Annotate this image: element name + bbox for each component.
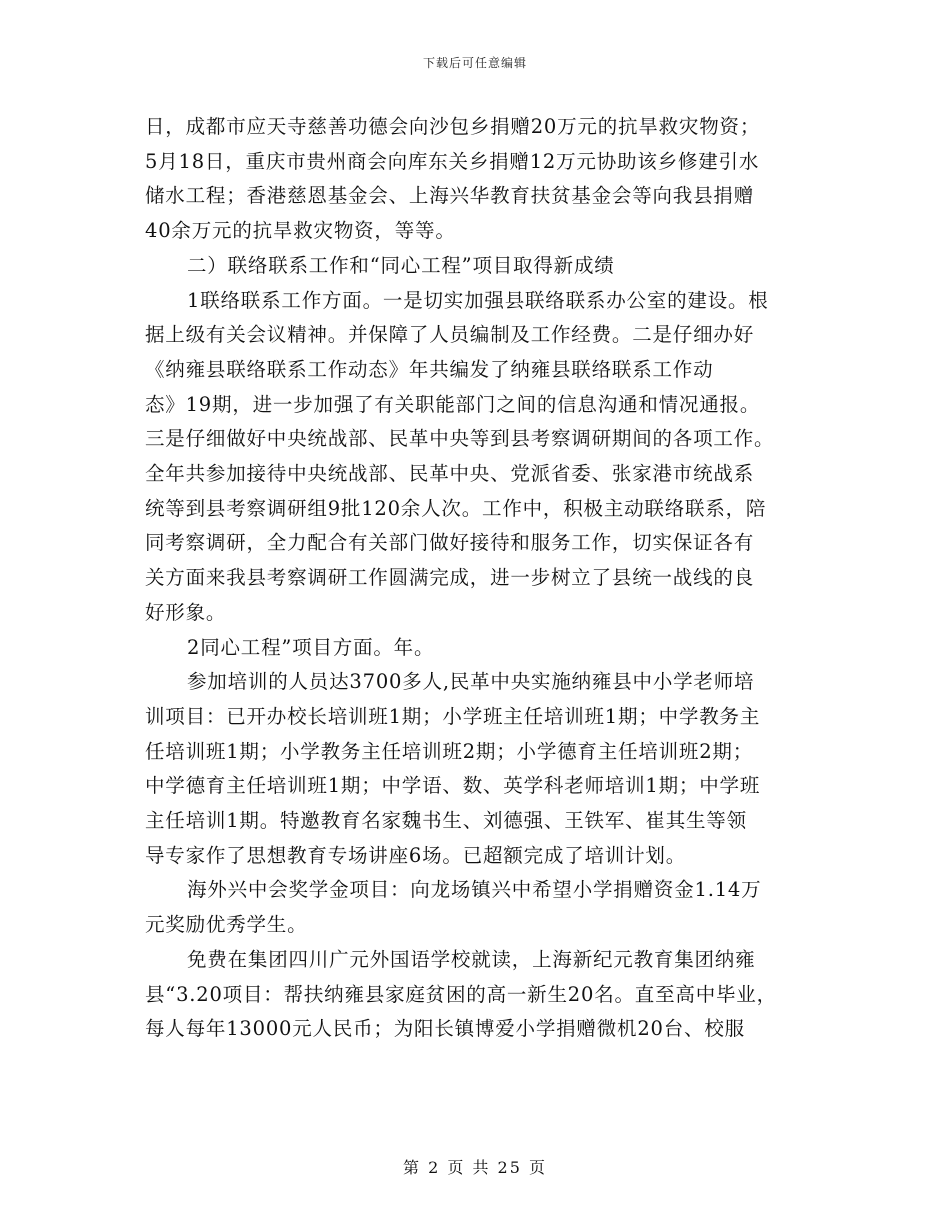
text-line: 日，成都市应天寺慈善功德会向沙包乡捐赠20万元的抗旱救灾物资； [145,115,761,138]
paragraph-start-line: 海外兴中会奖学金项目：向龙场镇兴中希望小学捐赠资金1.14万 [187,878,762,902]
text-line: 态》19期，进一步加强了有关职能部门之间的信息沟通和情况通报。 [145,392,761,416]
page-header: 下载后可任意编辑 [422,56,527,70]
text-line: 5月18日，重庆市贵州商会向库东关乡捐赠12万元协助该乡修建引水 [145,149,760,173]
text-line: 三是仔细做好中央统战部、民革中央等到县考察调研期间的各项工作。 [145,427,775,451]
text-line: 任培训班1期；小学教务主任培训班2期；小学德育主任培训班2期； [145,739,754,763]
text-line: 关方面来我县考察调研工作圆满完成，进一步树立了县统一战线的良 [145,566,755,590]
text-line: 统等到县考察调研组9批120余人次。工作中，积极主动联络联系，陪 [145,496,767,520]
text-line: 训项目：已开办校长培训班1期；小学班主任培训班1期；中学教务主 [145,704,761,728]
text-line: 《纳雍县联络联系工作动态》年共编发了纳雍县联络联系工作动 [145,357,714,381]
paragraph-start-line: 参加培训的人员达3700多人,民革中央实施纳雍县中小学老师培 [187,670,755,694]
text-line: 同考察调研，全力配合有关部门做好接待和服务工作，切实保证各有 [145,531,755,555]
page-footer: 第 2 页 共 25 页 [403,1158,547,1177]
text-line: 主任培训1期。特邀教育名家魏书生、刘德强、王铁军、崔其生等领 [145,809,747,833]
paragraph-start-line: 1联络联系工作方面。一是切实加强县联络联系办公室的建设。根 [187,288,769,312]
document-body [145,110,825,1047]
text-line: 40余万元的抗旱救灾物资，等等。 [145,219,456,243]
text-line: 县“3.20项目：帮扶纳雍县家庭贫困的高一新生20名。直至高中毕业， [145,982,777,1006]
text-line: 据上级有关会议精神。并保障了人员编制及工作经费。二是仔细办好 [145,323,755,347]
text-line: 储水工程；香港慈恩基金会、上海兴华教育扶贫基金会等向我县捐赠 [145,184,755,208]
text-line: 导专家作了思想教育专场讲座6场。已超额完成了培训计划。 [145,843,687,867]
text-line: 好形象。 [145,600,227,624]
text-line: 元奖励优秀学生。 [145,913,308,937]
text-line: 中学德育主任培训班1期；中学语、数、英学科老师培训1期；中学班 [145,774,761,798]
paragraph-start-line: 二）联络联系工作和“同心工程”项目取得新成绩 [187,253,615,277]
text-line: 全年共参加接待中央统战部、民革中央、党派省委、张家港市统战系 [145,462,755,486]
text-line: 每人每年13000元人民币；为阳长镇博爱小学捐赠微机20台、校服 [145,1017,745,1041]
paragraph-start-line: 免费在集团四川广元外国语学校就读，上海新纪元教育集团纳雍 [187,947,756,971]
paragraph-start-line: 2同心工程”项目方面。年。 [187,635,435,659]
